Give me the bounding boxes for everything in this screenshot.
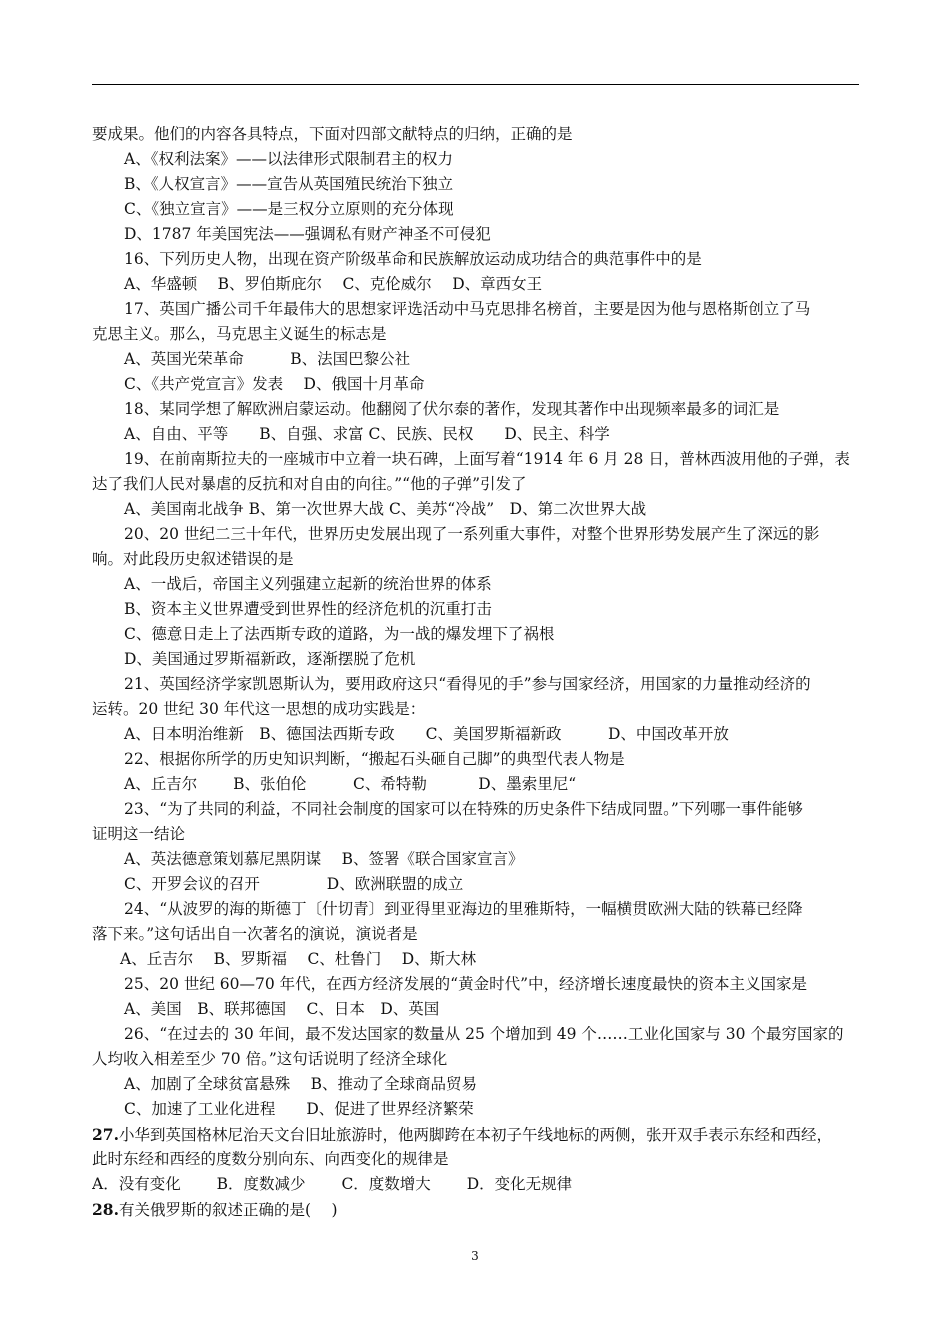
question-26: 26、“在过去的 30 年间，最不发达国家的数量从 25 个增加到 49 个……工业化国家与 30 个最穷国家的 <box>124 1025 844 1043</box>
question-17: 17、英国广播公司千年最伟大的思想家评选活动中马克思排名榜首，主要是因为他与恩格斯创立了马 <box>124 300 811 318</box>
option-line: A、加剧了全球贫富悬殊 B、推动了全球商品贸易 <box>124 1075 478 1093</box>
text-line: 落下来。”这句话出自一次著名的演说，演说者是 <box>92 925 418 943</box>
question-16: 16、下列历史人物，出现在资产阶级革命和民族解放运动成功结合的典范事件中的是 <box>124 250 702 268</box>
option-line: B、《人权宣言》——宣告从英国殖民统治下独立 <box>124 175 454 193</box>
text-line: 此时东经和西经的度数分别向东、向西变化的规律是 <box>92 1150 449 1168</box>
option-line: A、丘吉尔 B、罗斯福 C、杜鲁门 D、斯大林 <box>120 950 477 968</box>
text-line: 达了我们人民对暴虐的反抗和对自由的向往。”“他的子弹”引发了 <box>92 475 527 493</box>
option-line: A、英法德意策划慕尼黑阴谋 B、签署《联合国家宣言》 <box>124 850 524 868</box>
option-line: A、华盛顿 B、罗伯斯庇尔 C、克伦威尔 D、章西女王 <box>124 275 543 293</box>
option-line: C、开罗会议的召开 D、欧洲联盟的成立 <box>124 875 464 893</box>
option-line: D、美国通过罗斯福新政，逐渐摆脱了危机 <box>124 650 416 668</box>
question-25: 25、20 世纪 60—70 年代，在西方经济发展的“黄金时代”中，经济增长速度最快的资本主义国家是 <box>124 975 808 993</box>
question-21: 21、英国经济学家凯恩斯认为，要用政府这只“看得见的手”参与国家经济，用国家的力量推动经济的 <box>124 675 811 693</box>
option-line: D、1787 年美国宪法——强调私有财产神圣不可侵犯 <box>124 225 491 243</box>
page-number: 3 <box>471 1249 479 1263</box>
question-number: 27. <box>92 1125 119 1144</box>
question-text: 小华到英国格林尼治天文台旧址旅游时，他两脚跨在本初子午线地标的两侧，张开双手表示东经和西经， <box>118 1126 832 1144</box>
option-line: C、德意日走上了法西斯专政的道路，为一战的爆发埋下了祸根 <box>124 625 555 643</box>
question-22: 22、根据你所学的历史知识判断，“搬起石头砸自己脚”的典型代表人物是 <box>124 750 625 768</box>
question-24: 24、“从波罗的海的斯德丁〔什切青〕到亚得里亚海边的里雅斯特，一幅横贯欧洲大陆的铁幕已经降 <box>124 900 803 918</box>
option-line: C、《共产党宣言》发表 D、俄国十月革命 <box>124 375 425 393</box>
question-18: 18、某同学想了解欧洲启蒙运动。他翻阅了伏尔泰的著作，发现其著作中出现频率最多的词汇是 <box>124 400 780 418</box>
text-line: 响。对此段历史叙述错误的是 <box>92 550 294 568</box>
option-line: A、日本明治维新 B、德国法西斯专政 C、美国罗斯福新政 D、中国改革开放 <box>124 725 729 743</box>
option-line: A、美国南北战争 B、第一次世界大战 C、美苏“冷战” D、第二次世界大战 <box>124 500 647 518</box>
option-line: A、《权利法案》——以法律形式限制君主的权力 <box>124 150 453 168</box>
text-line: 克思主义。那么，马克思主义诞生的标志是 <box>92 325 387 343</box>
header-rule <box>92 84 859 85</box>
question-23: 23、“为了共同的利益，不同社会制度的国家可以在特殊的历史条件下结成同盟。”下列哪一事件能够 <box>124 800 803 818</box>
option-line: A、英国光荣革命 B、法国巴黎公社 <box>124 350 411 368</box>
option-line: A、自由、平等 B、自强、求富 C、民族、民权 D、民主、科学 <box>124 425 610 443</box>
option-line: A、丘吉尔 B、张伯伦 C、希特勒 D、墨索里尼“ <box>124 775 577 793</box>
option-line: A．没有变化 B．度数减少 C．度数增大 D．变化无规律 <box>92 1175 573 1193</box>
question-number: 28. <box>92 1200 119 1219</box>
option-line: A、美国 B、联邦德国 C、日本 D、英国 <box>124 1000 440 1018</box>
text-line: 人均收入相差至少 70 倍。”这句话说明了经济全球化 <box>92 1050 448 1068</box>
question-20: 20、20 世纪二三十年代，世界历史发展出现了一系列重大事件，对整个世界形势发展产生了深远的影 <box>124 525 820 543</box>
option-line: B、资本主义世界遭受到世界性的经济危机的沉重打击 <box>124 600 492 618</box>
question-27 <box>92 1122 859 1147</box>
text-line: 要成果。他们的内容各具特点，下面对四部文献特点的归纳，正确的是 <box>92 125 573 143</box>
text-line: 运转。20 世纪 30 年代这一思想的成功实践是： <box>92 700 426 718</box>
option-line: C、《独立宣言》——是三权分立原则的充分体现 <box>124 200 454 218</box>
question-19: 19、在前南斯拉夫的一座城市中立着一块石碑，上面写着“1914 年 6 月 28 日，普林西波用他的子弹，表 <box>124 450 850 468</box>
option-line: C、加速了工业化进程 D、促进了世界经济繁荣 <box>124 1100 474 1118</box>
text-line: 证明这一结论 <box>92 825 186 843</box>
question-28 <box>92 1197 859 1222</box>
option-line: A、一战后，帝国主义列强建立起新的统治世界的体系 <box>124 575 492 593</box>
page-body <box>92 122 859 1222</box>
question-text: 有关俄罗斯的叙述正确的是( ) <box>118 1201 338 1219</box>
